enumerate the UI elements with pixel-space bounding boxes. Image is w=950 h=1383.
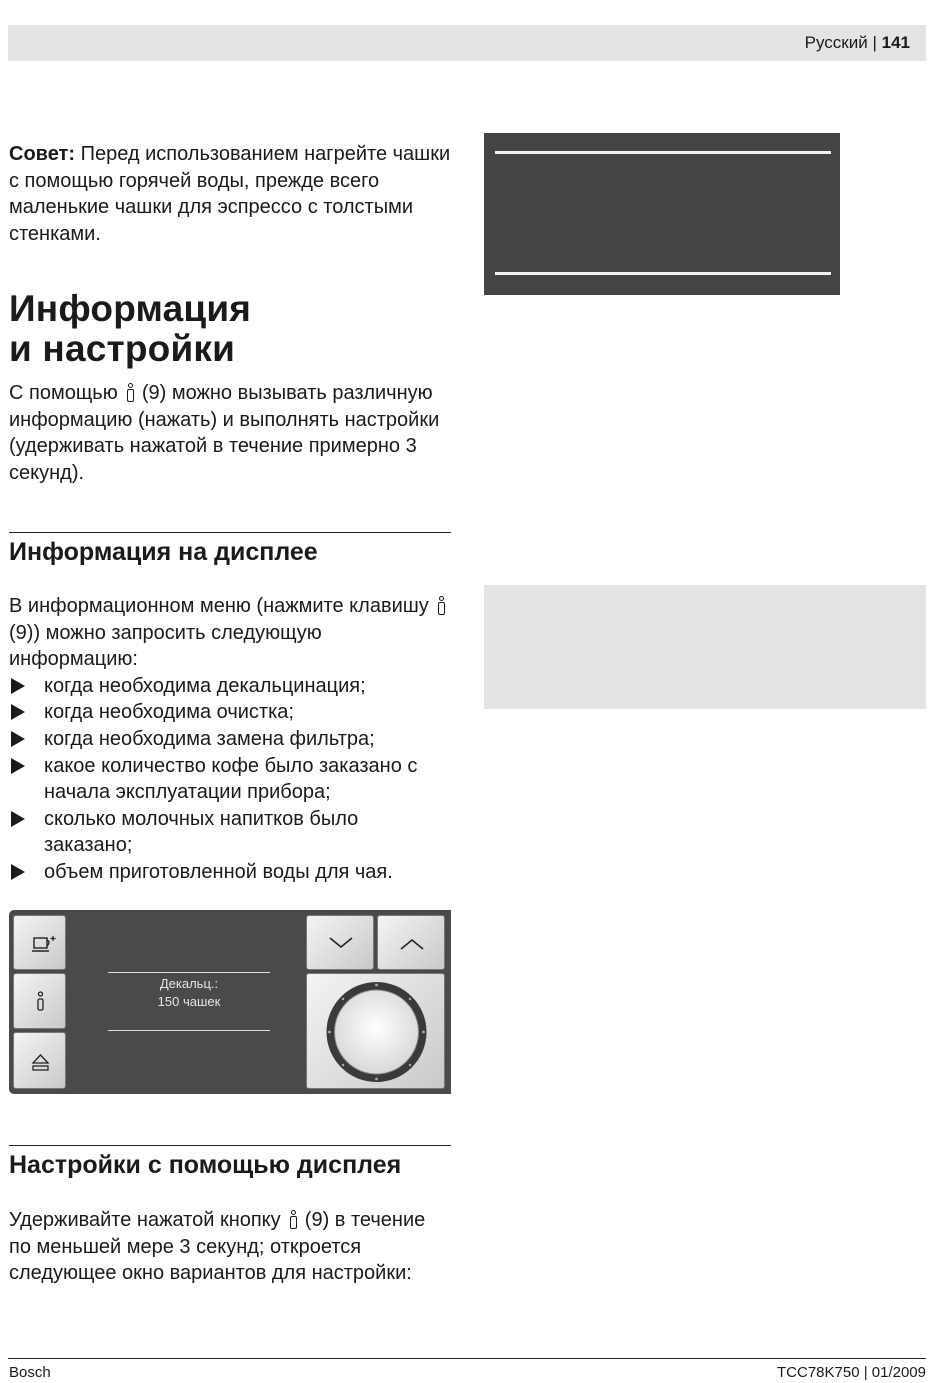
display-settings-text-after: (9) в течение по меньшей мере 3 секунд; откроется следующее окно вариантов для настройки: (9, 1209, 426, 1285)
panel-display-bottom-line (108, 1030, 270, 1031)
section-heading-info-settings (9, 289, 451, 369)
heading-line-1: Информация (9, 288, 252, 329)
list-item: когда необходима замена фильтра; (9, 726, 451, 753)
info-icon (288, 1210, 297, 1228)
display-info-intro-before: В информационном меню (нажмите клавишу (9, 595, 429, 617)
tip-label: Совет: (9, 143, 76, 165)
info-settings-text-after: (9) можно вызывать различную информацию (нажать) и выполнять настройки (удерживать нажатой в течение примерно 3 секунд). (9, 382, 440, 484)
display-figure (484, 133, 840, 295)
section-heading-display-info: Информация на дисплее (9, 538, 318, 566)
info-icon (436, 596, 445, 614)
footer-model: TCC78K750 | 01/2009 (777, 1364, 926, 1381)
footer-divider (8, 1358, 926, 1359)
info-settings-text-before: С помощью (9, 382, 118, 404)
section-divider (9, 1145, 451, 1146)
chevron-up-icon (378, 916, 446, 971)
rotary-knob[interactable] (307, 974, 446, 1090)
display-figure-bottom-line (495, 272, 831, 275)
chevron-down-icon (307, 916, 375, 971)
header-label (805, 33, 910, 53)
list-item: объем приготовленной воды для чая. (9, 859, 451, 886)
info-bullet-list (9, 673, 451, 886)
display-settings-paragraph (9, 1207, 451, 1287)
page-header (8, 25, 926, 61)
info-icon (125, 383, 134, 401)
cup-plus-icon (14, 916, 67, 971)
header-separator: | (872, 33, 877, 52)
list-item: сколько молочных напитков было заказано; (9, 806, 451, 859)
tip-text: Перед использованием нагрейте чашки с помощью горячей воды, прежде всего маленькие чашки для эспрессо с толстыми стенками. (9, 143, 451, 245)
page-number: 141 (881, 33, 910, 52)
display-info-intro (9, 593, 451, 673)
panel-display-line-1: Декальц.: (159, 976, 219, 991)
list-item: когда необходима декальцинация; (9, 673, 451, 700)
panel-display-line-2: 150 чашек (157, 994, 221, 1009)
eject-icon (14, 1033, 67, 1090)
side-note-box (484, 585, 926, 709)
info-settings-paragraph (9, 380, 451, 486)
display-settings-text-before: Удерживайте нажатой кнопку (9, 1209, 281, 1231)
footer-brand: Bosch (9, 1364, 51, 1381)
display-figure-top-line (495, 151, 831, 154)
header-language: Русский (804, 33, 868, 52)
rotary-knob-housing (306, 973, 445, 1089)
display-info-intro-after: (9)) можно запросить следующую информацию: (9, 621, 322, 671)
section-heading-display-settings: Настройки с помощью дисплея (9, 1151, 402, 1179)
scroll-down-button[interactable] (306, 915, 374, 970)
tip-paragraph (9, 141, 451, 247)
eject-button[interactable] (13, 1032, 66, 1089)
display-info-content (9, 593, 451, 886)
list-item: какое количество кофе было заказано с начала эксплуатации прибора; (9, 753, 451, 806)
heading-line-2: и настройки (9, 328, 236, 369)
list-item: когда необходима очистка; (9, 699, 451, 726)
panel-display-top-line (108, 972, 270, 973)
scroll-up-button[interactable] (377, 915, 445, 970)
section-divider (9, 532, 451, 533)
cup-plus-button[interactable] (13, 915, 66, 970)
info-icon (14, 974, 67, 1030)
info-button[interactable] (13, 973, 66, 1029)
control-panel-illustration (9, 910, 451, 1094)
